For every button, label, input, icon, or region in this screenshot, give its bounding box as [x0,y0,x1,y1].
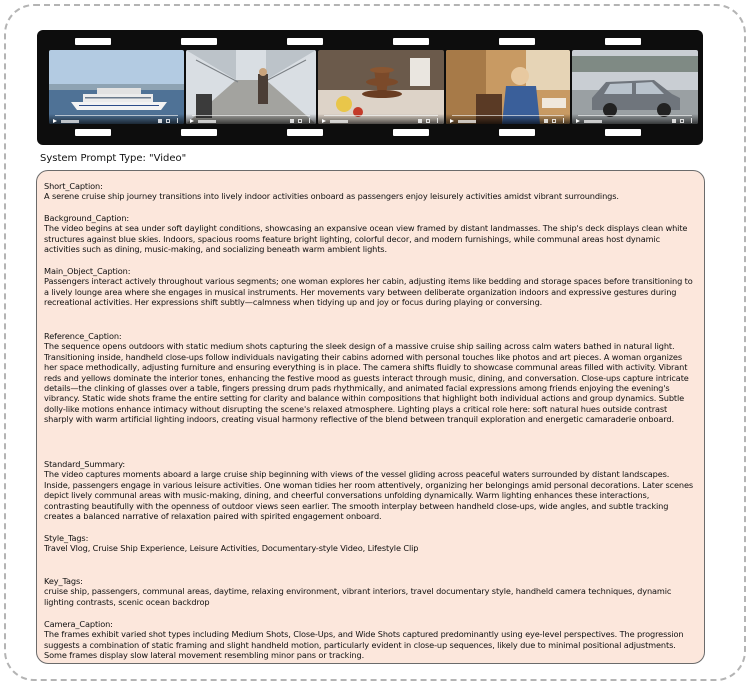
perforation [499,129,535,136]
camera-caption-section [44,619,696,661]
perforation [181,129,217,136]
key-tags-section [44,576,696,607]
more-options-icon[interactable] [437,118,438,123]
perforation [605,129,641,136]
perforation [287,38,323,45]
reference-caption-section [44,331,696,425]
fullscreen-icon[interactable] [552,119,556,123]
progress-bar[interactable] [55,115,178,116]
section-label: Reference_Caption: [44,331,122,341]
section-label: Style_Tags: [44,533,89,543]
time-readout [584,120,602,123]
cabin-thumbnail [446,50,570,124]
car-thumbnail [572,50,698,124]
section-label: Main_Object_Caption: [44,266,131,276]
video-controls[interactable] [49,114,184,124]
time-readout [458,120,476,123]
section-label: Camera_Caption: [44,619,113,629]
caption-panel [36,170,705,664]
section-label: Short_Caption: [44,181,103,191]
fullscreen-icon[interactable] [298,119,302,123]
video-frame-cabin[interactable] [446,50,570,124]
system-prompt-type-label: System Prompt Type: "Video" [40,153,187,164]
fullscreen-icon[interactable] [680,119,684,123]
more-options-icon[interactable] [309,118,310,123]
main-object-caption-section [44,266,696,308]
volume-icon[interactable] [290,119,294,123]
perforation [499,38,535,45]
perforation [181,38,217,45]
video-controls[interactable] [572,114,698,124]
perforation [75,129,111,136]
section-text: The video begins at sea under soft daylight conditions, showcasing an expansive ocean view framed by distant landmasses. The ship's deck displays clean white structures against blue skies. Indoors, spacious rooms feature bright lighting, colorful decor, and modern furnishings, while communal areas host dynamic activities such as dining, music-making, and socializing beneath warm ambient lights. [44,223,688,255]
perforation [605,38,641,45]
filmstrip-top-perforations [37,38,703,46]
video-frame-car[interactable] [572,50,698,124]
cruise-ship-thumbnail [49,50,184,124]
time-readout [61,120,79,123]
progress-bar[interactable] [324,115,438,116]
short-caption-section [44,181,696,202]
section-text: The video captures moments aboard a large cruise ship beginning with views of the vessel gliding across peaceful waters surrounded by distant landscapes. Inside, passengers engage in various leisure activities. One woman tidies her room attentively, organizing her belongings amid personal decorations. Later scenes depict lively communal areas with music-making, dining, and cheerful conversations unfolding dynamically. Warm lighting enhances these interactions, contrasting beautifully with the openness of outdoor views seen earlier. The smooth interplay between handheld close-ups, wide angles, and subtle tracking creates a balanced narrative of relaxation paired with spirited engagement onboard. [44,469,694,522]
more-options-icon[interactable] [563,118,564,123]
perforation [393,129,429,136]
more-options-icon[interactable] [691,118,692,123]
dining-thumbnail [318,50,444,124]
background-caption-section [44,213,696,255]
progress-bar[interactable] [578,115,692,116]
perforation [393,38,429,45]
video-controls[interactable] [186,114,316,124]
play-icon[interactable] [322,119,326,123]
section-text: A serene cruise ship journey transitions into lively indoor activities onboard as passengers enjoy leisurely activities amidst vibrant surroundings. [44,191,619,202]
section-text: The sequence opens outdoors with static medium shots capturing the sleek design of a massive cruise ship sailing across calm waters bathed in natural light. Transitioning inside, handheld close-ups follow individuals navigating their cabins adorned with personal touches like photos and art pieces. A woman organizes her space methodically, adjusting furniture and ensuring everything is in place. The camera shifts fluidly to showcase communal areas filled with activity. Vibrant reds and yellows dominate the interior tones, enhancing the festive mood as guests interact through music, dining, and conversation. Close-ups capture intricate details—the clinking of glasses over a table, fingers pressing drum pads rhythmically, and animated facial expressions among friends enjoying the evening's vibrancy. Static wide shots frame the entire setting for clarity and balance within compositions that highlight both individual actions and group dynamics. Subtle dolly-like motions enhance intimacy without disrupting the scene's relaxed atmosphere. Lighting plays a critical role here: soft natural hues outside contrast sharply with warm artificial lighting indoors, creating visual harmony reflective of the blend between tranquil exploration and energetic camaraderie onboard. [44,341,689,425]
fullscreen-icon[interactable] [426,119,430,123]
play-icon[interactable] [450,119,454,123]
section-label: Standard_Summary: [44,459,126,469]
time-readout [198,120,216,123]
section-text: Travel Vlog, Cruise Ship Experience, Leisure Activities, Documentary-style Video, Lifestyle Clip [44,543,419,554]
perforation [287,129,323,136]
video-frame-dining[interactable] [318,50,444,124]
standard-summary-section [44,459,696,521]
perforation [75,38,111,45]
play-icon[interactable] [576,119,580,123]
deck-walkway-thumbnail [186,50,316,124]
time-readout [330,120,348,123]
progress-bar[interactable] [452,115,564,116]
fullscreen-icon[interactable] [166,119,170,123]
style-tags-section [44,533,696,554]
section-text: The frames exhibit varied shot types including Medium Shots, Close-Ups, and Wide Shots captured predominantly using eye-level perspectives. The progression suggests a combination of static framing and slight handheld motion, particularly evident in close-up sequences, likely due to minimal positional adjustments. Some frames display slow lateral movement resembling minor pans or tracking. [44,629,684,661]
volume-icon[interactable] [544,119,548,123]
volume-icon[interactable] [672,119,676,123]
section-label: Background_Caption: [44,213,130,223]
section-text: Passengers interact actively throughout various segments; one woman explores her cabin, adjusting items like bedding and storage spaces before transitioning to a lively lounge area where she engages in musical instruments. Her movements vary between deliberate organization indoors and expressive gestures during recreational activities. Her expressions shift subtly—calmness when tidying up and joy or focus during playing or conversing. [44,276,693,308]
video-frame-cruise-ship[interactable] [49,50,184,124]
progress-bar[interactable] [192,115,310,116]
more-options-icon[interactable] [177,118,178,123]
volume-icon[interactable] [418,119,422,123]
video-controls[interactable] [446,114,570,124]
volume-icon[interactable] [158,119,162,123]
video-frame-deck-walkway[interactable] [186,50,316,124]
play-icon[interactable] [190,119,194,123]
section-label: Key_Tags: [44,576,83,586]
filmstrip-bottom-perforations [37,129,703,137]
section-text: cruise ship, passengers, communal areas, daytime, relaxing environment, vibrant interiors, travel documentary style, handheld camera techniques, dynamic lighting contrasts, scenic ocean backdrop [44,586,672,607]
video-controls[interactable] [318,114,444,124]
play-icon[interactable] [53,119,57,123]
video-filmstrip [37,30,703,145]
